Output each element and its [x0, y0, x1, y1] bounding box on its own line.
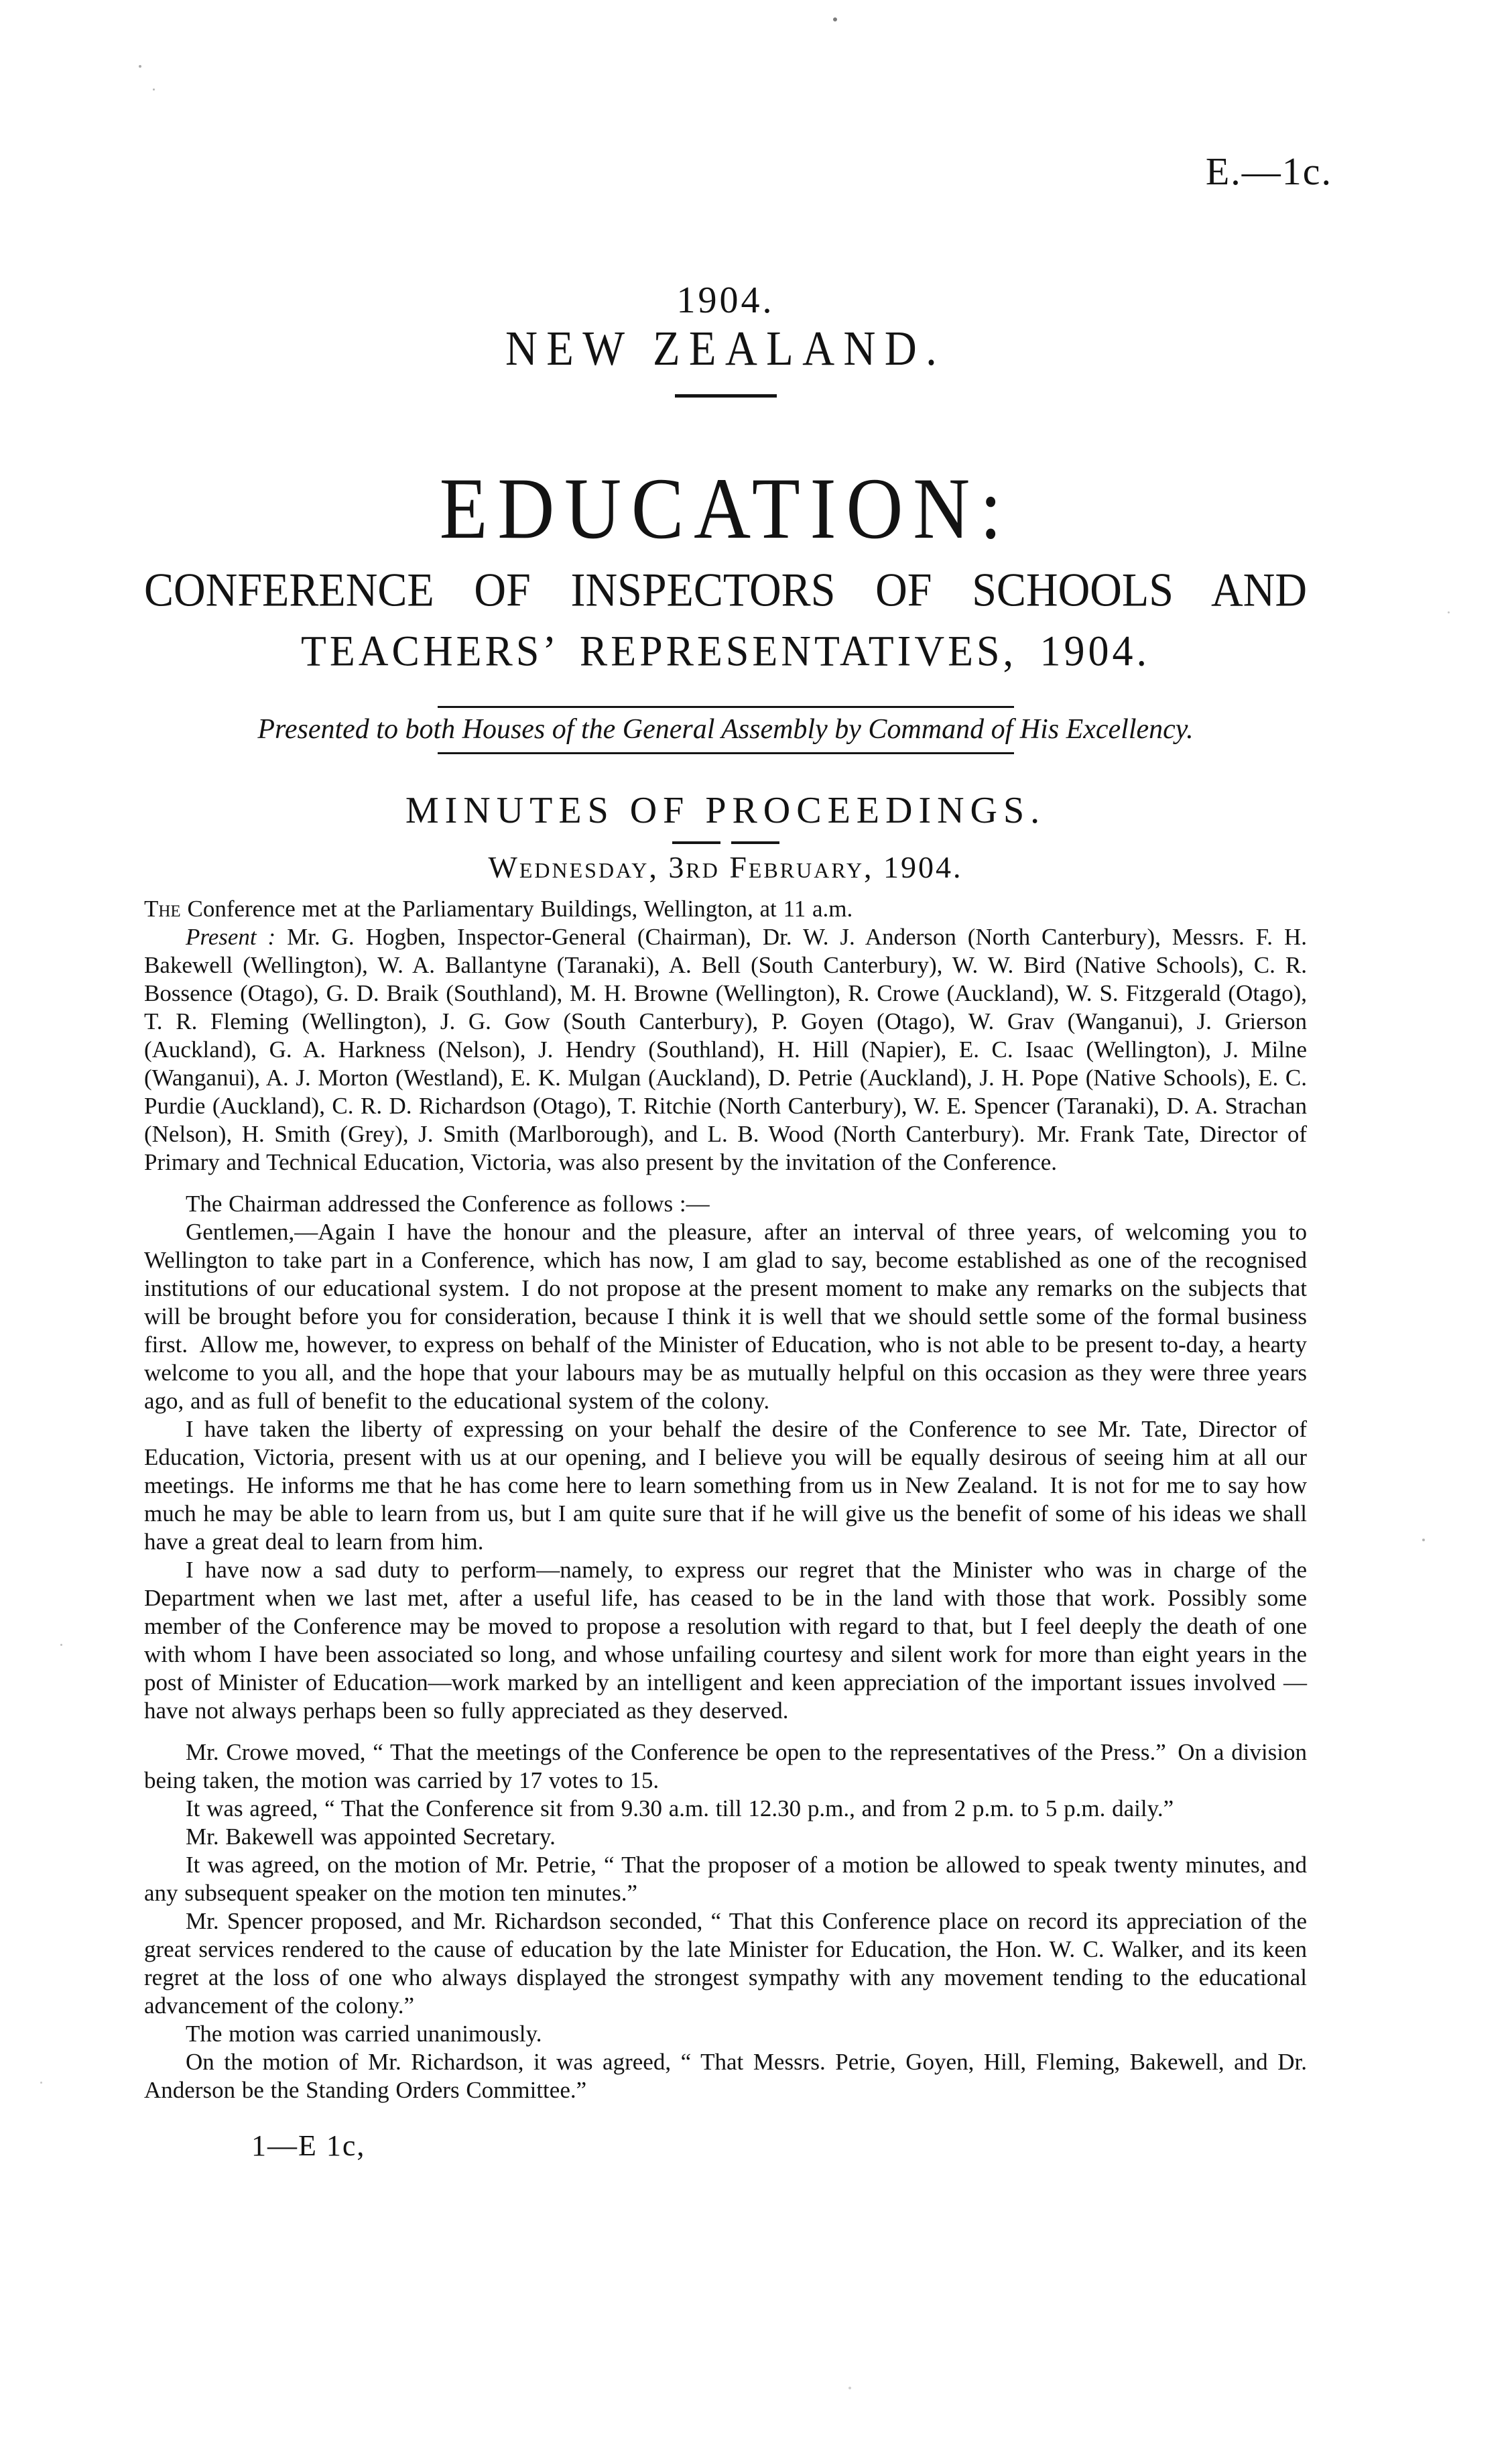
presentation-rule-bottom — [438, 752, 1014, 754]
scan-speckle — [40, 2082, 42, 2084]
paragraph: On the motion of Mr. Richardson, it was agreed, “ That Messrs. Petrie, Goyen, Hill, Fleming, Bakewell, and Dr. Anderson be the Standing Orders Committee.” — [144, 2049, 1307, 2104]
section-divider — [672, 841, 779, 844]
scan-speckle — [139, 65, 141, 68]
report-subtitle-line1: CONFERENCE OF INSPECTORS OF SCHOOLS AND — [144, 563, 1307, 617]
masthead-divider-rule — [675, 394, 777, 398]
masthead-year: 1904. — [676, 280, 775, 321]
divider-dash — [731, 841, 779, 844]
paragraph: Gentlemen,—Again I have the honour and the pleasure, after an interval of three years, of welcoming you to Wellington to take part in a Conference, which has now, I am glad to say, become established as one of the recognised institutions of our educational system. I do not propose at the present moment to make any remarks on the subjects that will be brought before you for consideration, because I think it is well that we should settle some of the formal business first. Allow me, however, to express on behalf of the Minister of Education, who is not able to be present to-day, a hearty welcome to you all, and the hope that your labours may be as mutually helpful on this occasion as they were three years ago, and as full of benefit to the educational system of the colony. — [144, 1219, 1307, 1415]
masthead-country: NEW ZEALAND. — [505, 321, 946, 376]
scan-speckle — [1448, 611, 1450, 613]
present-text: Mr. G. Hogben, Inspector-General (Chairman), Dr. W. J. Anderson (North Canterbury), Messrs. F. H. Bakewell (Wellington), W. A. Ballantyne (Taranaki), A. Bell (South Canterbury), W. W. Bird (Native Schools), C. R. Bossence (Otago), G. D. Braik (Southland), M. H. Browne (Wellington), R. Crowe (Auckland), W. S. Fitzgerald (Otago), T. R. Fleming (Wellington), J. G. Gow (South Canterbury), P. Goyen (Otago), W. Grav (Wanganui), J. Grierson (Auckland), G. A. Harkness (Nelson), J. Hendry (Southland), H. Hill (Napier), E. C. Isaac (Wellington), J. Milne (Wanganui), A. J. Morton (Westland), E. K. Mulgan (Auckland), D. Petrie (Auckland), J. H. Pope (Native Schools), E. C. Purdie (Auckland), C. R. D. Richardson (Otago), T. Ritchie (North Canterbury), W. E. Spencer (Taranaki), D. A. Strachan (Nelson), H. Smith (Grey), J. Smith (Marlborough), and L. B. Wood (North Canterbury). Mr. Frank Tate, Director of Primary and Technical Education, Victoria, was also present by the invitation of the Conference. — [144, 924, 1307, 1176]
report-title: EDUCATION: — [439, 459, 1012, 557]
sitting-date: Wednesday, 3rd February, 1904. — [488, 850, 963, 885]
paragraph: I have taken the liberty of expressing on your behalf the desire of the Conference to see Mr. Tate, Director of Education, Victoria, present with us at our opening, and I believe you will be equally desirous of seeing him at all our meetings. He informs me that he has come here to learn something from us in New Zealand. It is not for me to say how much he may be able to learn from us, but I am quite sure that if he will give us the benefit of some of his ideas we shall have a great deal to learn from him. — [144, 1416, 1307, 1555]
paragraph: The Chairman addressed the Conference as follows :— — [186, 1191, 710, 1217]
presentation-note: Presented to both Houses of the General Assembly by Command of His Excellency. — [257, 714, 1194, 745]
paragraph: I have now a sad duty to perform—namely, to express our regret that the Minister who was in charge of the Department when we last met, after a useful life, has ceased to be in the land with those that work. Possibly some member of the Conference may be moved to propose a resolution with regard to that, but I feel deeply the death of one with whom I have been associated so long, and whose unfailing courtesy and silent work for more than eight years in the post of Minister of Education—work marked by an intelligent and keen appreciation of the important issues involved —have not always perhaps been so fully appreciated as they deserved. — [144, 1557, 1307, 1724]
opening-text: Conference met at the Parliamentary Buildings, Wellington, at 11 a.m. — [180, 896, 853, 922]
paragraph: It was agreed, “ That the Conference sit from 9.30 a.m. till 12.30 p.m., and from 2 p.m. to 5 p.m. daily.” — [186, 1795, 1174, 1822]
paragraph: Mr. Bakewell was appointed Secretary. — [186, 1824, 556, 1850]
divider-dash — [672, 841, 720, 844]
presentation-rule-top — [438, 706, 1014, 708]
paragraph-opening — [144, 895, 1307, 923]
paragraph: Mr. Spencer proposed, and Mr. Richardson seconded, “ That this Conference place on record its appreciation of the great services rendered to the cause of education by the late Minister for Education, the Hon. W. C. Walker, and its keen regret at the loss of one who always displayed the strongest sympathy with any movement tending to the educational advancement of the colony.” — [144, 1908, 1307, 2019]
paragraph: It was agreed, on the motion of Mr. Petrie, “ That the proposer of a motion be allowed to speak twenty minutes, and any subsequent speaker on the motion ten minutes.” — [144, 1852, 1307, 1907]
present-label: Present : — [186, 924, 276, 951]
report-subtitle-line2: TEACHERS’ REPRESENTATIVES, 1904. — [301, 627, 1150, 676]
content-column — [144, 0, 1307, 2163]
scan-speckle — [1422, 1539, 1425, 1541]
document-reference: E.—1c. — [1205, 150, 1332, 193]
paragraph-present-list — [144, 923, 1307, 1177]
paragraph: Mr. Crowe moved, “ That the meetings of the Conference be open to the representatives of the Press.” On a division being taken, the motion was carried by 17 votes to 15. — [144, 1739, 1307, 1794]
minutes-body — [144, 895, 1307, 2104]
page-signature: 1—E 1c, — [251, 2129, 366, 2163]
scan-speckle — [848, 2387, 851, 2389]
paragraph: The motion was carried unanimously. — [186, 2021, 542, 2047]
scan-speckle — [60, 1644, 62, 1646]
section-title: MINUTES OF PROCEEDINGS. — [405, 790, 1046, 832]
opening-lead-word: The — [144, 896, 181, 922]
